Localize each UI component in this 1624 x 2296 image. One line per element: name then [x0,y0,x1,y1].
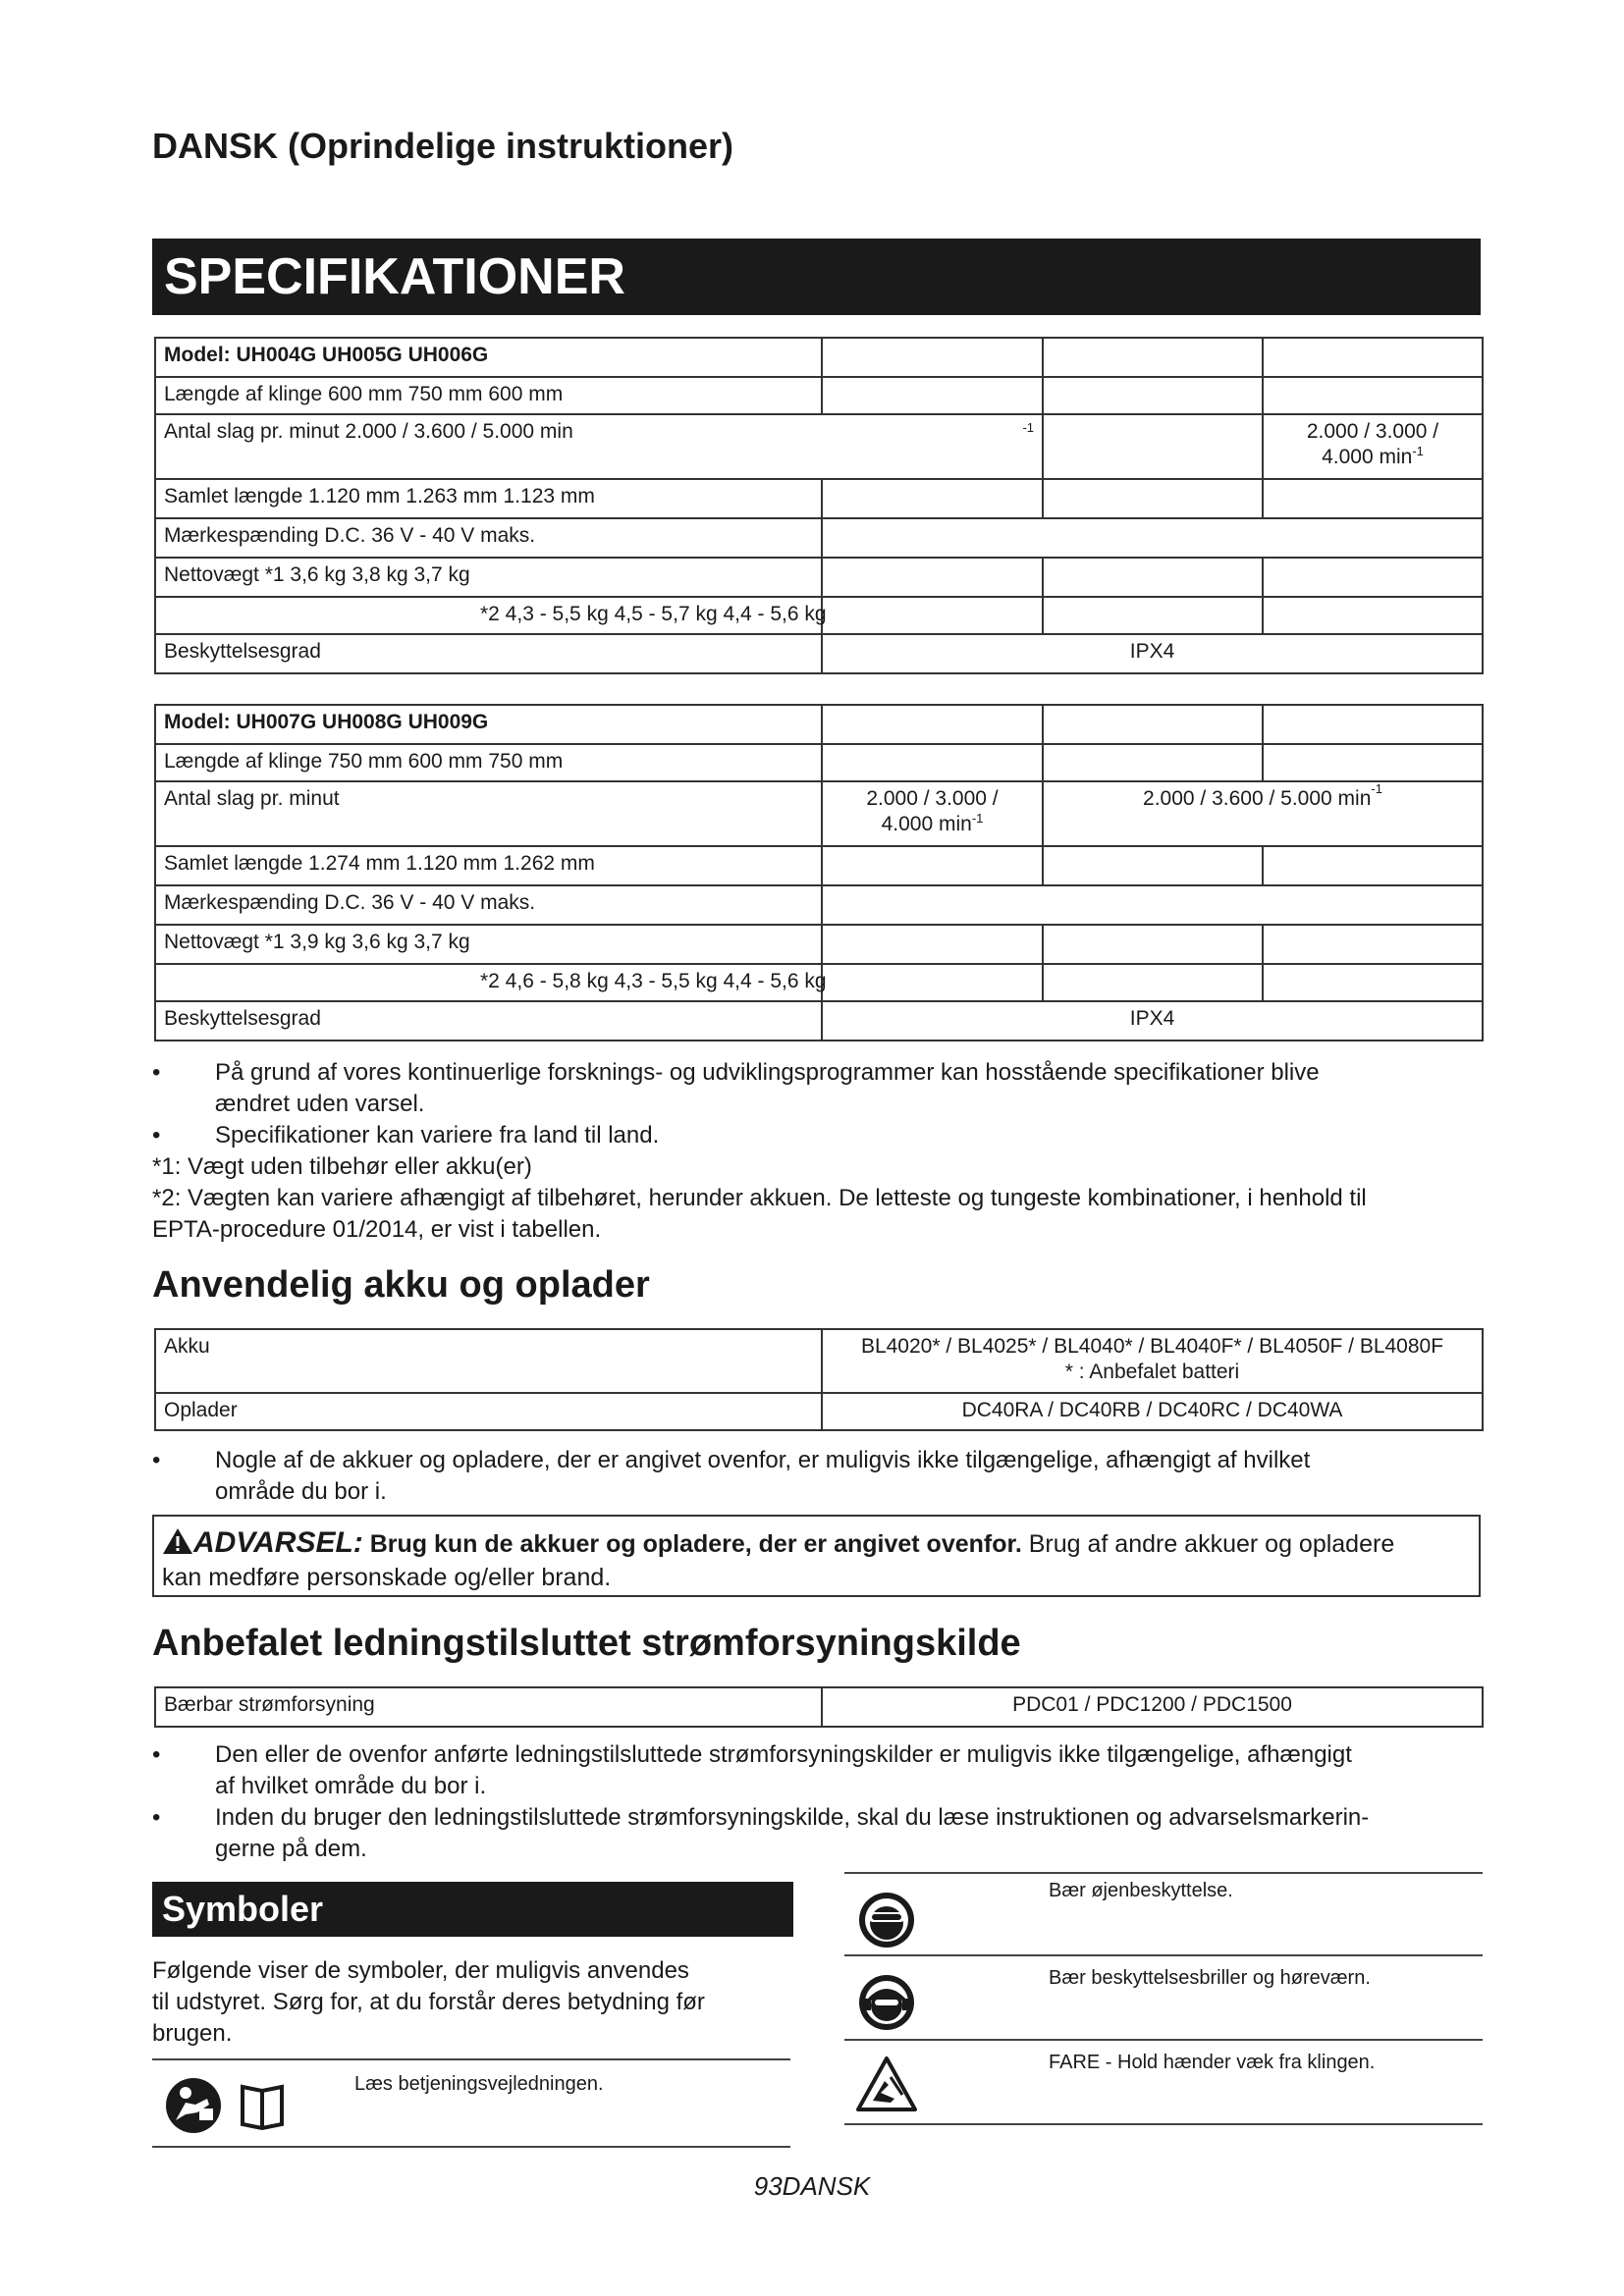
voltage-row: Mærkespænding D.C. 36 V - 40 V maks. [155,518,822,558]
footnote-1: *1: Vægt uden tilbehør eller akku(er) [152,1153,532,1180]
strokes-row: Antal slag pr. minut [155,781,822,846]
power-notes: • Den eller de ovenfor anførte ledningstilsluttede strømforsyningskilder er muligvis ikke tilgængelige, afhængigt af hvilket område du bor i. • Inden du bruger den ledningstilsluttede strømforsyningskilde, skal du læse instruktionen og advarselsmarkerin- gerne på dem. [152,1741,1370,1862]
power-models: PDC01 / PDC1200 / PDC1500 [822,1687,1483,1727]
battery-label: Akku [155,1329,822,1393]
page-number: 93DANSK [753,2171,871,2201]
specifications-banner: SPECIFIKATIONER [152,239,1481,315]
strokes-cell-a: 2.000 / 3.000 / 4.000 $\min^{-1}$ [822,781,1043,846]
total-length-row: Samlet længde 1.274 mm 1.120 mm 1.262 mm [155,846,822,885]
danger-symbol [855,2056,918,2117]
read-manual-text: Læs betjeningsvejledningen. [354,2073,604,2095]
page-title: DANSK (Oprindelige instruktioner) [152,126,734,166]
battery-note: • Nogle af de akkuer og opladere, der er angivet ovenfor, er muligvis ikke tilgængelige, afhængigt af hvilket område du bor i. [152,1447,1311,1505]
strokes-row: Antal slag pr. minut 2.000 / 3.600 / 5.000 min -1 [155,414,1043,479]
spec-notes: • På grund af vores kontinuerlige forsknings- og udviklingsprogrammer kan hosstående specifikationer blive ændret uden varsel. • Specifikationer kan variere fra land til land. *1: Vægt uden tilbehør eller akku(er) *2: Vægten kan variere afhængigt af tilbehøret, herunder akkuen. De letteste og tungeste kombinationer, i henhold til EPTA-procedure 01/2014, er vist i tabellen. [152,1057,1488,1246]
weight-row-1: Nettovægt *1 3,9 kg 3,6 kg 3,7 kg [155,925,822,964]
symbols-banner: Symboler [152,1882,793,1937]
read-manual-symbol [164,2075,301,2141]
goggles-ear-text: Bær beskyttelsesbriller og høreværn. [1049,1967,1371,1989]
protection-label: Beskyttelsesgrad [155,1001,822,1041]
power-label: Bærbar strømforsyning [155,1687,822,1727]
weight-row-1: Nettovægt *1 3,6 kg 3,8 kg 3,7 kg [155,558,822,597]
read-manual-icon [164,2075,301,2136]
warning-box: ADVARSEL: Brug kun de akkuer og opladere, der er angivet ovenfor. Brug af andre akkuer og opladere kan medføre personskade og/eller brand. [152,1515,1481,1597]
blade-length-row: Længde af klinge 600 mm 750 mm 600 mm [155,377,822,414]
power-table [154,1686,1484,1728]
protection-label: Beskyttelsesgrad [155,634,822,673]
divider [844,1954,1483,1956]
charger-models: DC40RA / DC40RB / DC40RC / DC40WA [822,1393,1483,1430]
divider [152,2058,790,2060]
divider [152,2146,790,2148]
protection-value: IPX4 [822,1001,1483,1041]
goggles-ear-icon [857,1973,916,2032]
battery-models: BL4020* / BL4025* / BL4040* / BL4040F* / BL4050F / BL4080F * : Anbefalet batteri [822,1329,1483,1393]
footnote-2: *2: Vægten kan variere afhængigt af tilbehøret, herunder akkuen. De letteste og tungeste kombinationer, i henhold til [152,1185,1367,1211]
divider [844,1872,1483,1874]
divider [844,2123,1483,2125]
symbols-intro: Følgende viser de symboler, der muligvis anvendes til udstyret. Sørg for, at du forstår deres betydning før brugen. [152,1957,705,2047]
model-row: Model: UH004G UH005G UH006G [155,338,822,377]
strokes-cell-b: 2.000 / 3.600 / 5.000 $\min^{-1}$ [1043,781,1483,846]
weight-row-2: *2 4,3 - 5,5 kg 4,5 - 5,7 kg 4,4 - 5,6 kg [155,597,822,634]
danger-blade-icon [855,2056,918,2112]
danger-text: FARE - Hold hænder væk fra klingen. [1049,2052,1376,2073]
voltage-row: Mærkespænding D.C. 36 V - 40 V maks. [155,885,822,925]
battery-table [154,1328,1484,1431]
strokes-last-cell: 2.000 / 3.000 / 4.000 $\min^{-1}$ [1263,414,1483,479]
power-heading: Anbefalet ledningstilsluttet strømforsyningskilde [152,1623,1021,1664]
goggles-ear-symbol [857,1973,916,2037]
protection-value: IPX4 [822,634,1483,673]
eye-protection-icon [857,1891,916,1949]
battery-heading: Anvendelig akku og oplader [152,1264,650,1306]
total-length-row: Samlet længde 1.120 mm 1.263 mm 1.123 mm [155,479,822,518]
eye-protection-symbol [857,1891,916,1954]
divider [844,2039,1483,2041]
warning-icon [162,1527,193,1555]
eye-protection-text: Bær øjenbeskyttelse. [1049,1880,1233,1901]
blade-length-row: Længde af klinge 750 mm 600 mm 750 mm [155,744,822,781]
charger-label: Oplader [155,1393,822,1430]
weight-row-2: *2 4,6 - 5,8 kg 4,3 - 5,5 kg 4,4 - 5,6 kg [155,964,822,1001]
spec-table-1 [154,337,1484,674]
model-row: Model: UH007G UH008G UH009G [155,705,822,744]
spec-table-2 [154,704,1484,1041]
